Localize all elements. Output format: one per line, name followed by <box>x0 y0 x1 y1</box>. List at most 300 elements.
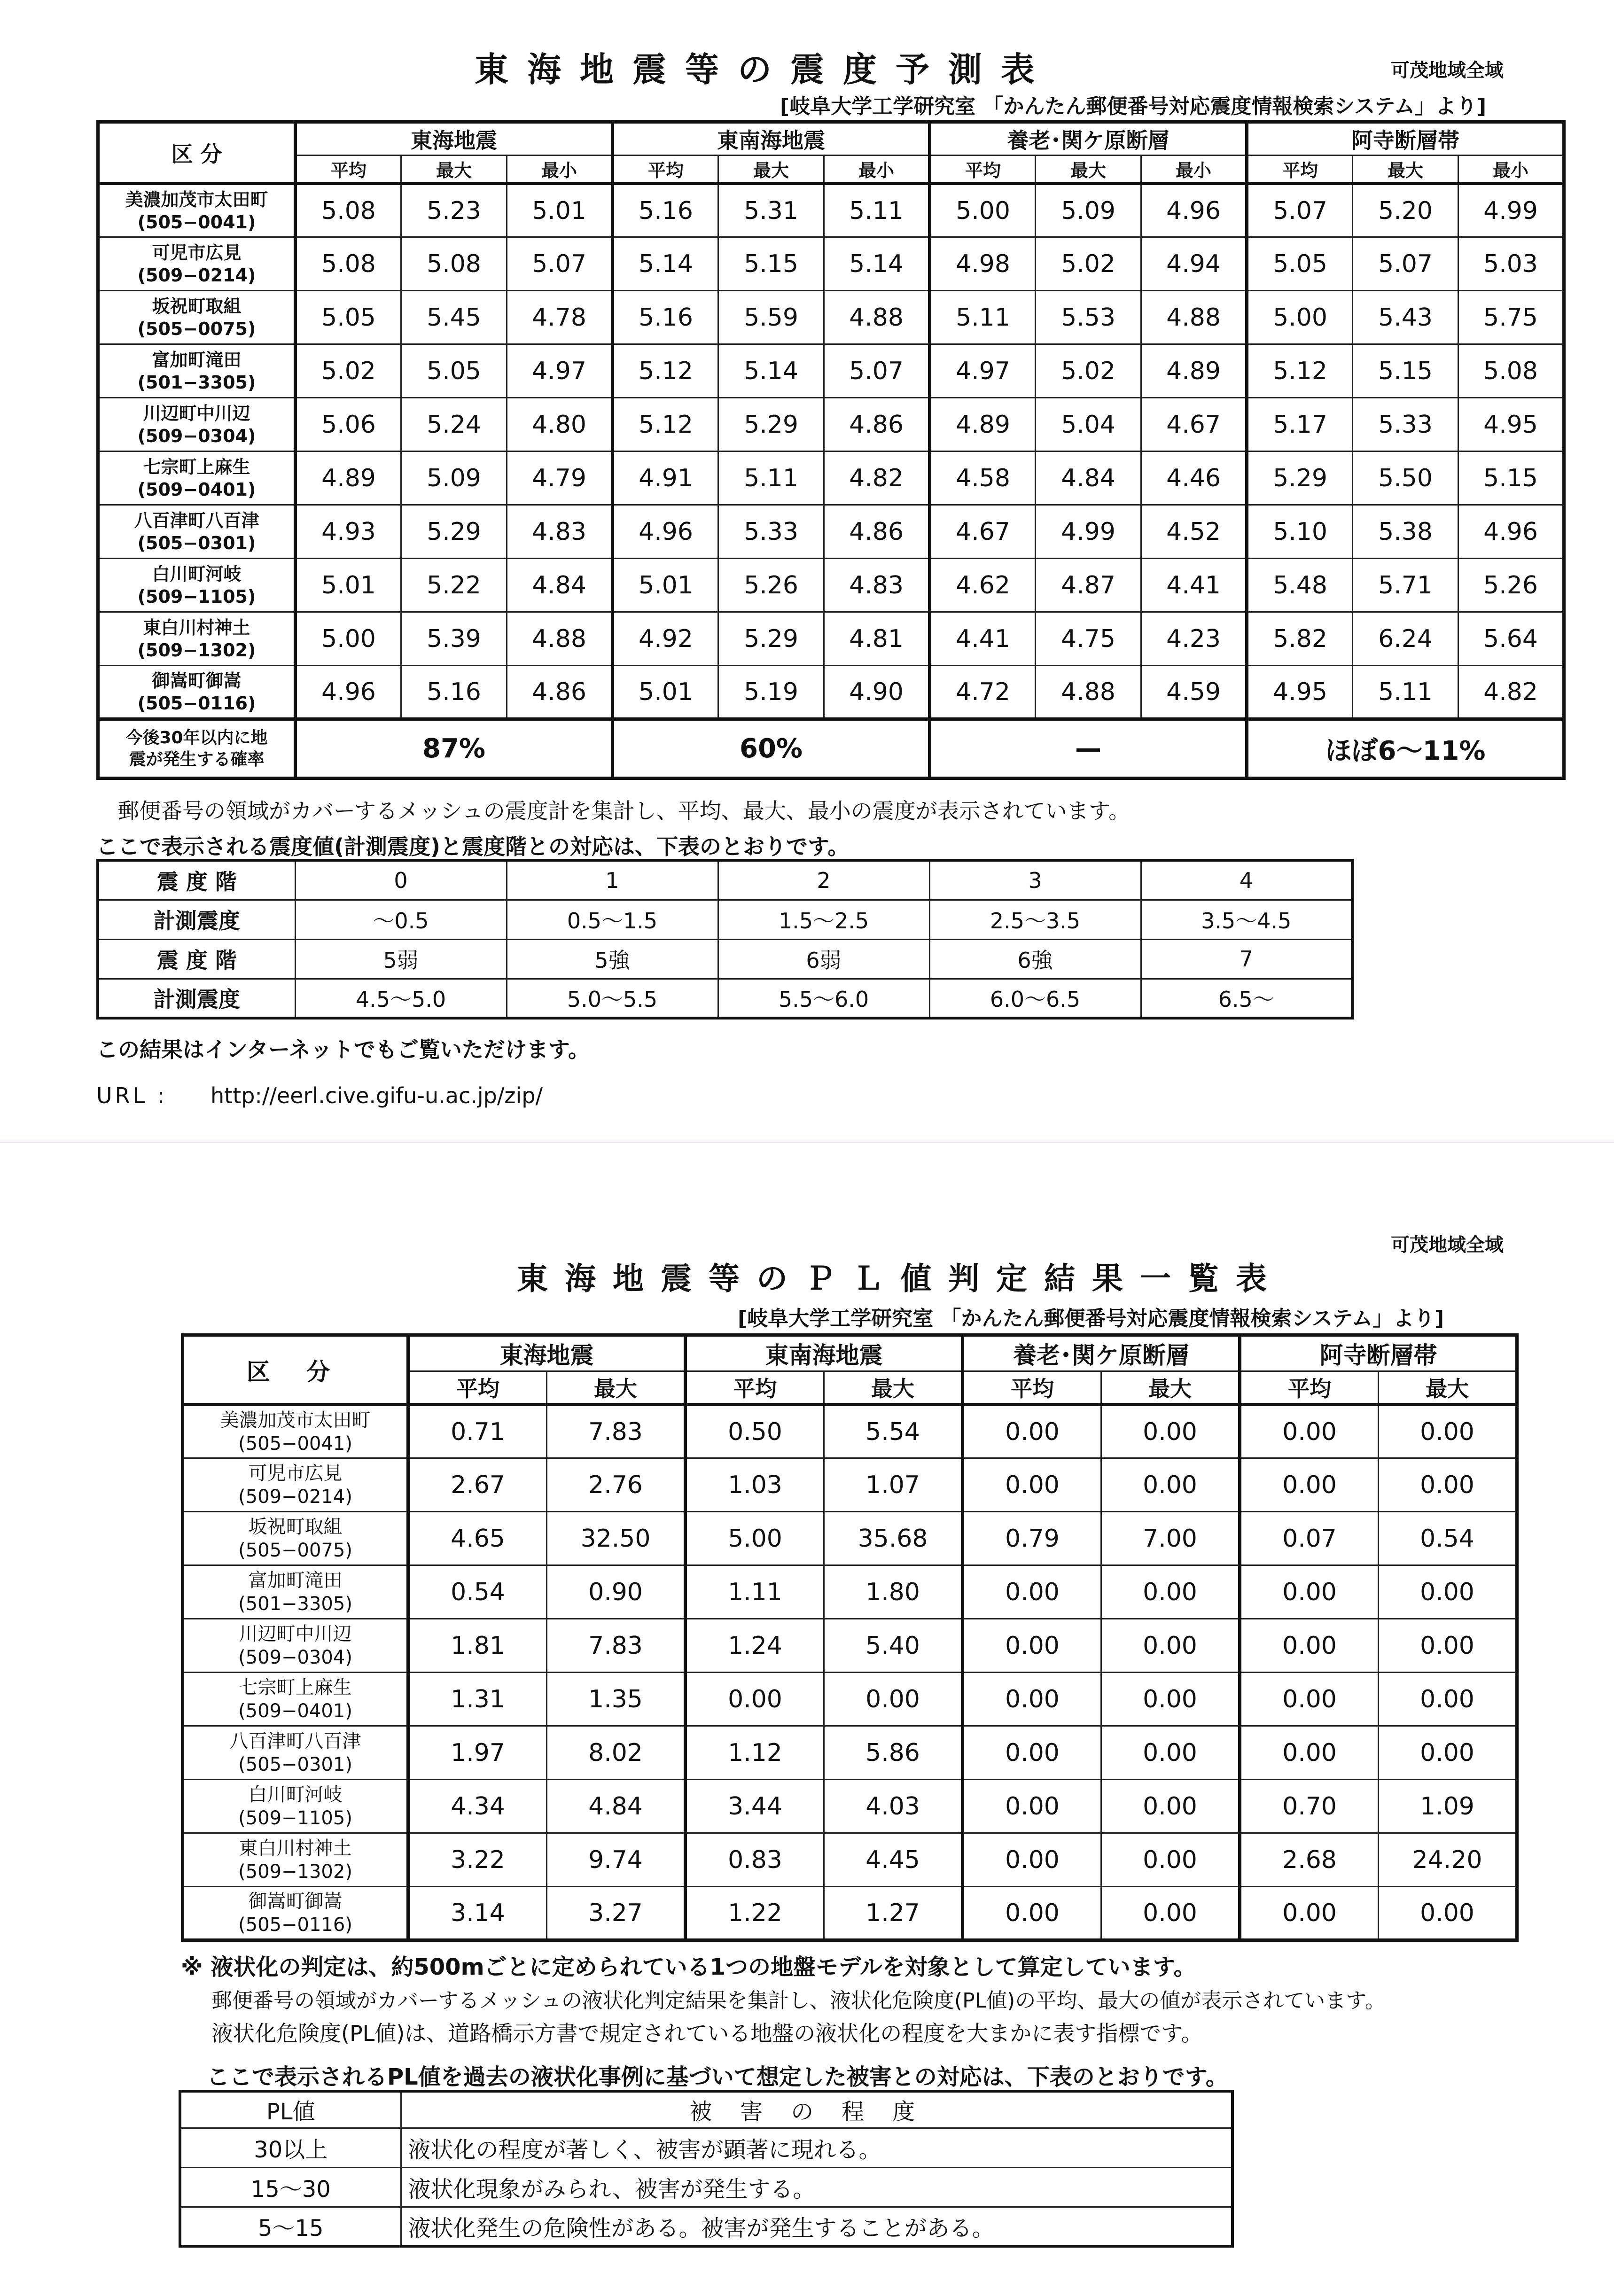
pl-value: 0.07 <box>1240 1512 1379 1565</box>
intensity-value: 4.89 <box>930 398 1036 451</box>
intensity-value: 5.48 <box>1247 559 1353 612</box>
intensity-level: 4 <box>1141 860 1352 900</box>
intensity-value: 4.72 <box>930 666 1036 719</box>
pl-value: 0.00 <box>1101 1673 1240 1726</box>
intensity-value: 5.07 <box>1247 184 1353 237</box>
intensity-value: 5.29 <box>718 612 824 666</box>
pl-value: 0.00 <box>963 1726 1101 1780</box>
intensity-value: 5.04 <box>1036 398 1141 451</box>
intensity-value: 5.07 <box>1353 237 1458 291</box>
pl-value: 24.20 <box>1379 1833 1517 1887</box>
table-row <box>98 291 1564 344</box>
measured-range: 2.5〜3.5 <box>929 900 1141 939</box>
scale-row <box>98 979 1352 1018</box>
area-cell <box>183 1726 408 1780</box>
area-name: 坂祝町取組 <box>248 1516 343 1538</box>
probability-value: 60% <box>613 719 930 778</box>
area-name: 富加町滝田 <box>248 1569 343 1591</box>
quake-header: 阿寺断層帯 <box>1240 1335 1517 1371</box>
intensity-value: 4.90 <box>824 666 930 719</box>
intensity-value: 4.67 <box>930 505 1036 559</box>
area-cell <box>183 1512 408 1565</box>
pl-value: 8.02 <box>547 1726 686 1780</box>
stat-header: 平均 <box>686 1371 824 1405</box>
intensity-value: 5.12 <box>613 344 718 398</box>
stat-header: 平均 <box>963 1371 1101 1405</box>
pl-value: 0.00 <box>963 1780 1101 1833</box>
pl-value: 0.00 <box>1240 1619 1379 1673</box>
intensity-value: 5.05 <box>1247 237 1353 291</box>
pl-value: 4.03 <box>824 1780 963 1833</box>
pl-range: 15〜30 <box>180 2167 401 2207</box>
table-row <box>183 1565 1517 1619</box>
pl-value: 0.71 <box>408 1405 547 1458</box>
scale-row-label: 計測震度 <box>98 900 295 939</box>
pl-value: 0.00 <box>963 1405 1101 1458</box>
intensity-value: 5.43 <box>1353 291 1458 344</box>
area-cell <box>98 291 296 344</box>
intensity-value: 4.87 <box>1036 559 1141 612</box>
intensity-value: 5.06 <box>296 398 401 451</box>
intensity-value: 5.16 <box>401 666 507 719</box>
pl-value: 0.00 <box>1101 1833 1240 1887</box>
pl-value: 0.00 <box>1379 1619 1517 1673</box>
pl-value: 0.00 <box>824 1673 963 1726</box>
area-name: 御嵩町御嵩 <box>152 670 242 691</box>
intensity-value: 4.67 <box>1141 398 1247 451</box>
area-name: 七宗町上麻生 <box>239 1676 352 1698</box>
pl-damage-row <box>180 2207 1232 2246</box>
pl-value: 0.00 <box>963 1673 1101 1726</box>
intensity-value: 5.31 <box>718 184 824 237</box>
intensity-value: 5.82 <box>1247 612 1353 666</box>
pl-damage-row <box>180 2167 1232 2207</box>
quake-header: 東海地震 <box>408 1335 686 1371</box>
area-name: 可児市広見 <box>248 1462 343 1484</box>
area-cell <box>98 344 296 398</box>
intensity-level: 0 <box>295 860 507 900</box>
stat-header: 平均 <box>1247 156 1353 184</box>
pl-damage-row <box>180 2128 1232 2167</box>
measured-range: 6.0〜6.5 <box>929 979 1141 1018</box>
area-cell <box>183 1833 408 1887</box>
intensity-level: 5強 <box>507 939 718 979</box>
intensity-value: 5.05 <box>401 344 507 398</box>
stat-header: 最大 <box>1379 1371 1517 1405</box>
damage-col-header: 被害の程度 <box>401 2091 1232 2128</box>
pl-value: 0.50 <box>686 1405 824 1458</box>
intensity-value: 5.02 <box>296 344 401 398</box>
scale-row-label: 計測震度 <box>98 979 295 1018</box>
table-row <box>183 1887 1517 1940</box>
pl-value: 3.27 <box>547 1887 686 1940</box>
stat-header: 最大 <box>1353 156 1458 184</box>
intensity-value: 5.24 <box>401 398 507 451</box>
intensity-value: 4.52 <box>1141 505 1247 559</box>
area-cell <box>98 505 296 559</box>
pl-value: 0.00 <box>1240 1565 1379 1619</box>
intensity-value: 5.26 <box>1458 559 1564 612</box>
probability-label-line: 今後30年以内に地 <box>125 728 268 747</box>
intensity-value: 5.10 <box>1247 505 1353 559</box>
pl-value: 0.00 <box>1101 1780 1240 1833</box>
pl-value: 5.54 <box>824 1405 963 1458</box>
probability-value: 87% <box>296 719 613 778</box>
zip-code: (509−0214) <box>137 265 256 286</box>
pl-value: 1.22 <box>686 1887 824 1940</box>
area-cell <box>98 398 296 451</box>
table-row <box>183 1833 1517 1887</box>
intensity-value: 5.07 <box>507 237 613 291</box>
area-name: 可児市広見 <box>152 242 242 263</box>
pl-value: 0.00 <box>1101 1405 1240 1458</box>
pl-value: 1.12 <box>686 1726 824 1780</box>
table-row <box>98 451 1564 505</box>
zip-code: (505−0075) <box>238 1539 352 1561</box>
intensity-value: 5.14 <box>613 237 718 291</box>
pl-value: 9.74 <box>547 1833 686 1887</box>
page-title-seismic: 東海地震等の震度予測表 <box>475 50 1054 89</box>
intensity-value: 5.08 <box>401 237 507 291</box>
intensity-value: 5.08 <box>296 184 401 237</box>
intensity-value: 6.24 <box>1353 612 1458 666</box>
stat-header: 最小 <box>1141 156 1247 184</box>
intensity-level: 3 <box>929 860 1141 900</box>
pl-value: 0.00 <box>1240 1726 1379 1780</box>
intensity-value: 5.09 <box>1036 184 1141 237</box>
intensity-value: 4.96 <box>1141 184 1247 237</box>
pl-value: 0.00 <box>963 1458 1101 1512</box>
intensity-value: 4.88 <box>824 291 930 344</box>
intensity-value: 5.26 <box>718 559 824 612</box>
table-row <box>98 344 1564 398</box>
intensity-value: 4.58 <box>930 451 1036 505</box>
intensity-value: 5.07 <box>824 344 930 398</box>
intensity-value: 4.81 <box>824 612 930 666</box>
intensity-value: 4.99 <box>1458 184 1564 237</box>
intensity-value: 5.16 <box>613 291 718 344</box>
intensity-value: 5.11 <box>930 291 1036 344</box>
scale-row-label: 震 度 階 <box>98 860 295 900</box>
intensity-value: 5.59 <box>718 291 824 344</box>
pl-value: 0.00 <box>1101 1619 1240 1673</box>
pl-value: 4.34 <box>408 1780 547 1833</box>
intensity-value: 5.12 <box>613 398 718 451</box>
intensity-level: 6弱 <box>718 939 929 979</box>
stat-header: 最小 <box>824 156 930 184</box>
stat-header: 平均 <box>613 156 718 184</box>
intensity-value: 5.02 <box>1036 237 1141 291</box>
intensity-value: 5.50 <box>1353 451 1458 505</box>
pl-value: 0.70 <box>1240 1780 1379 1833</box>
pl-value: 1.81 <box>408 1619 547 1673</box>
stat-header: 最大 <box>824 1371 963 1405</box>
intensity-level: 2 <box>718 860 929 900</box>
probability-label-line: 震が発生する確率 <box>129 749 265 769</box>
quake-header: 東海地震 <box>296 122 613 156</box>
pl-value: 0.54 <box>1379 1512 1517 1565</box>
intensity-value: 5.12 <box>1247 344 1353 398</box>
intensity-value: 5.02 <box>1036 344 1141 398</box>
intensity-value: 5.14 <box>824 237 930 291</box>
damage-description: 液状化現象がみられ、被害が発生する。 <box>401 2167 1232 2207</box>
area-header-pl: 区 分 <box>183 1335 408 1405</box>
pl-value: 0.00 <box>1101 1458 1240 1512</box>
intensity-value: 5.01 <box>507 184 613 237</box>
table-row <box>183 1780 1517 1833</box>
zip-code: (505−0301) <box>238 1753 352 1775</box>
pl-value-table <box>181 1333 1519 1942</box>
pl-value: 1.27 <box>824 1887 963 1940</box>
area-cell <box>183 1673 408 1726</box>
zip-code: (509−1302) <box>238 1860 352 1883</box>
zip-code: (509−0401) <box>238 1700 352 1722</box>
measured-range: 6.5〜 <box>1141 979 1352 1018</box>
intensity-value: 4.84 <box>507 559 613 612</box>
intensity-value: 5.08 <box>1458 344 1564 398</box>
probability-row <box>98 719 1564 778</box>
damage-description: 液状化発生の危険性がある。被害が発生することがある。 <box>401 2207 1232 2246</box>
intensity-value: 4.92 <box>613 612 718 666</box>
pl-value: 1.31 <box>408 1673 547 1726</box>
stat-header: 最大 <box>401 156 507 184</box>
intensity-value: 5.00 <box>296 612 401 666</box>
pl-value: 0.00 <box>1379 1458 1517 1512</box>
pl-value: 1.35 <box>547 1673 686 1726</box>
area-name: 坂祝町取組 <box>152 296 242 317</box>
intensity-value: 5.29 <box>401 505 507 559</box>
intensity-value: 4.84 <box>1036 451 1141 505</box>
intensity-value: 5.19 <box>718 666 824 719</box>
note-liquefaction-model: ※ 液状化の判定は、約500mごとに定められている1つの地盤モデルを対象として算定しています。 <box>181 1954 1196 1980</box>
page-title-pl: 東海地震等のＰＬ値判定結果一覧表 <box>517 1261 1284 1297</box>
area-cell <box>98 451 296 505</box>
intensity-value: 4.95 <box>1458 398 1564 451</box>
measured-range: 1.5〜2.5 <box>718 900 929 939</box>
pl-value: 3.22 <box>408 1833 547 1887</box>
scale-row <box>98 900 1352 939</box>
pl-value: 1.80 <box>824 1565 963 1619</box>
area-cell <box>183 1565 408 1619</box>
pl-value: 0.00 <box>963 1833 1101 1887</box>
url-link[interactable]: http://eerl.cive.gifu-u.ac.jp/zip/ <box>211 1083 543 1108</box>
intensity-value: 5.45 <box>401 291 507 344</box>
scale-row <box>98 860 1352 900</box>
zip-code: (505−0041) <box>137 211 256 233</box>
intensity-value: 5.17 <box>1247 398 1353 451</box>
pl-value: 4.84 <box>547 1780 686 1833</box>
intensity-value: 4.96 <box>296 666 401 719</box>
intensity-value: 5.29 <box>1247 451 1353 505</box>
intensity-value: 4.97 <box>507 344 613 398</box>
damage-description: 液状化の程度が著しく、被害が顕著に現れる。 <box>401 2128 1232 2167</box>
intensity-value: 4.59 <box>1141 666 1247 719</box>
pl-value: 0.00 <box>1240 1673 1379 1726</box>
intensity-value: 5.64 <box>1458 612 1564 666</box>
table-row <box>98 398 1564 451</box>
table-row <box>183 1726 1517 1780</box>
quake-header: 養老･関ケ原断層 <box>963 1335 1240 1371</box>
measured-range: 0.5〜1.5 <box>507 900 718 939</box>
area-cell <box>98 612 296 666</box>
intensity-value: 5.33 <box>1353 398 1458 451</box>
quake-header: 阿寺断層帯 <box>1247 122 1564 156</box>
pl-value: 1.97 <box>408 1726 547 1780</box>
pl-value: 0.00 <box>1379 1726 1517 1780</box>
zip-code: (509−1105) <box>238 1807 352 1829</box>
pl-value: 35.68 <box>824 1512 963 1565</box>
intensity-value: 5.00 <box>930 184 1036 237</box>
intensity-level: 5弱 <box>295 939 507 979</box>
stat-header: 平均 <box>1240 1371 1379 1405</box>
pl-value: 0.00 <box>963 1887 1101 1940</box>
zip-code: (501−3305) <box>238 1593 352 1615</box>
intensity-value: 4.79 <box>507 451 613 505</box>
zip-code: (505−0301) <box>137 532 256 553</box>
area-cell <box>98 559 296 612</box>
measured-range: 5.0〜5.5 <box>507 979 718 1018</box>
source-citation: [岐阜大学工学研究室 「かんたん郵便番号対応震度情報検索システム」より] <box>780 94 1487 118</box>
area-header: 区 分 <box>98 122 296 184</box>
area-name: 御嵩町御嵩 <box>248 1890 343 1912</box>
pl-value: 0.00 <box>1240 1458 1379 1512</box>
stat-header: 最大 <box>718 156 824 184</box>
pl-value: 1.03 <box>686 1458 824 1512</box>
intensity-value: 5.20 <box>1353 184 1458 237</box>
stat-header: 平均 <box>930 156 1036 184</box>
note-intensity-aggregation: 郵便番号の領域がカバーするメッシュの震度計を集計し、平均、最大、最小の震度が表示されています。 <box>117 798 1131 824</box>
table-row <box>183 1405 1517 1458</box>
area-cell <box>98 666 296 719</box>
pl-value: 0.00 <box>1240 1405 1379 1458</box>
pl-value: 7.00 <box>1101 1512 1240 1565</box>
intensity-value: 5.71 <box>1353 559 1458 612</box>
intensity-value: 4.82 <box>824 451 930 505</box>
zip-code: (509−0304) <box>137 425 256 446</box>
pl-value: 0.00 <box>963 1619 1101 1673</box>
probability-label <box>98 719 296 778</box>
intensity-value: 4.89 <box>1141 344 1247 398</box>
pl-value: 3.44 <box>686 1780 824 1833</box>
pl-value: 2.76 <box>547 1458 686 1512</box>
zip-code: (509−0401) <box>137 479 256 500</box>
intensity-value: 4.86 <box>507 666 613 719</box>
pl-value: 1.09 <box>1379 1780 1517 1833</box>
intensity-value: 4.41 <box>930 612 1036 666</box>
intensity-value: 5.11 <box>1353 666 1458 719</box>
pl-value: 0.54 <box>408 1565 547 1619</box>
table-row <box>183 1673 1517 1726</box>
pl-value: 0.79 <box>963 1512 1101 1565</box>
table-row <box>183 1619 1517 1673</box>
pl-value: 0.00 <box>1101 1887 1240 1940</box>
area-name: 白川町河岐 <box>248 1783 343 1806</box>
area-cell <box>183 1458 408 1512</box>
table-row <box>98 237 1564 291</box>
area-name: 美濃加茂市太田町 <box>125 189 268 210</box>
intensity-value: 4.86 <box>824 505 930 559</box>
pl-value: 2.67 <box>408 1458 547 1512</box>
intensity-value: 5.33 <box>718 505 824 559</box>
intensity-value: 4.78 <box>507 291 613 344</box>
intensity-value: 5.14 <box>718 344 824 398</box>
intensity-value: 4.89 <box>296 451 401 505</box>
intensity-value: 4.88 <box>1036 666 1141 719</box>
intensity-value: 4.41 <box>1141 559 1247 612</box>
measured-range: 4.5〜5.0 <box>295 979 507 1018</box>
intensity-scale-table <box>96 859 1354 1020</box>
intensity-value: 4.97 <box>930 344 1036 398</box>
pl-value: 0.83 <box>686 1833 824 1887</box>
probability-value: ほぼ6〜11% <box>1247 719 1564 778</box>
intensity-value: 5.15 <box>1458 451 1564 505</box>
intensity-value: 5.11 <box>718 451 824 505</box>
area-cell <box>183 1780 408 1833</box>
area-name: 美濃加茂市太田町 <box>220 1409 371 1431</box>
table-row <box>98 184 1564 237</box>
intensity-value: 5.53 <box>1036 291 1141 344</box>
pl-damage-table <box>179 2090 1234 2248</box>
table-row <box>98 559 1564 612</box>
intensity-level: 7 <box>1141 939 1352 979</box>
intensity-value: 5.03 <box>1458 237 1564 291</box>
intensity-value: 4.83 <box>824 559 930 612</box>
zip-code: (509−0214) <box>238 1486 352 1508</box>
area-name: 川辺町中川辺 <box>143 403 250 424</box>
zip-code: (509−1105) <box>137 586 256 607</box>
intensity-value: 5.75 <box>1458 291 1564 344</box>
pl-value: 1.11 <box>686 1565 824 1619</box>
area-name: 七宗町上麻生 <box>143 456 250 477</box>
pl-value: 0.00 <box>963 1565 1101 1619</box>
pl-value: 0.00 <box>1379 1887 1517 1940</box>
intensity-value: 5.11 <box>824 184 930 237</box>
seismic-intensity-table <box>96 120 1566 780</box>
stat-header: 最大 <box>1101 1371 1240 1405</box>
pl-value: 7.83 <box>547 1619 686 1673</box>
pl-value: 0.00 <box>1379 1673 1517 1726</box>
stat-header: 最大 <box>1036 156 1141 184</box>
area-name: 八百津町八百津 <box>229 1730 361 1752</box>
intensity-value: 4.96 <box>613 505 718 559</box>
quake-header: 東南海地震 <box>686 1335 963 1371</box>
region-label: 可茂地域全域 <box>1391 60 1504 81</box>
intensity-value: 4.88 <box>507 612 613 666</box>
pl-value: 3.14 <box>408 1887 547 1940</box>
table-row <box>98 666 1564 719</box>
stat-header: 最小 <box>507 156 613 184</box>
intensity-value: 4.46 <box>1141 451 1247 505</box>
intensity-value: 4.88 <box>1141 291 1247 344</box>
stat-header: 平均 <box>296 156 401 184</box>
web-availability-note: この結果はインターネットでもご覧いただけます。 <box>96 1037 590 1062</box>
pl-value: 7.83 <box>547 1405 686 1458</box>
intensity-value: 4.99 <box>1036 505 1141 559</box>
url-label: URL : <box>96 1083 168 1108</box>
intensity-level: 6強 <box>929 939 1141 979</box>
zip-code: (509−1302) <box>137 639 256 661</box>
intensity-value: 5.01 <box>613 559 718 612</box>
intensity-value: 5.01 <box>296 559 401 612</box>
intensity-value: 4.95 <box>1247 666 1353 719</box>
intensity-value: 5.22 <box>401 559 507 612</box>
intensity-value: 4.80 <box>507 398 613 451</box>
intensity-value: 5.23 <box>401 184 507 237</box>
area-name: 東白川村神土 <box>239 1837 352 1859</box>
pl-value: 0.00 <box>686 1673 824 1726</box>
intensity-value: 4.82 <box>1458 666 1564 719</box>
pl-range: 5〜15 <box>180 2207 401 2246</box>
